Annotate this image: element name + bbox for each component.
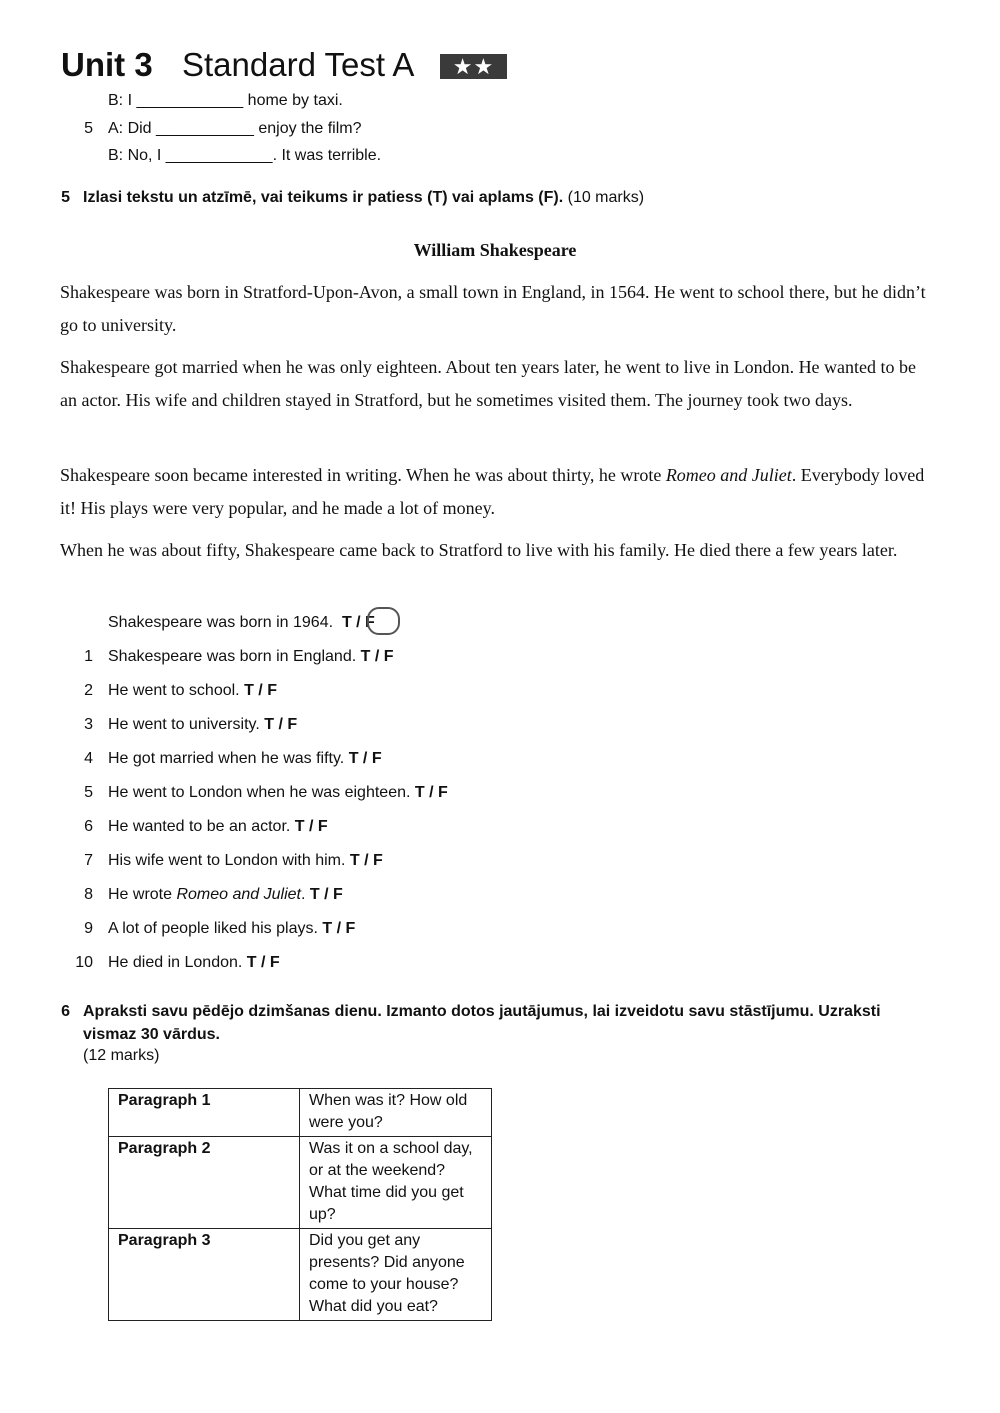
- table-row: [109, 1229, 492, 1321]
- item-number: 1: [84, 648, 93, 665]
- test-title: Standard Test A: [182, 46, 415, 83]
- statement-text: He wanted to be an actor.: [108, 818, 291, 835]
- answer-blank[interactable]: ____________: [165, 147, 273, 164]
- true-false-choice[interactable]: T / F: [294, 818, 328, 835]
- paragraph-label: Paragraph 2: [109, 1137, 300, 1229]
- true-false-choice[interactable]: T / F: [360, 648, 394, 665]
- statement-text: He wrote: [108, 886, 177, 903]
- paragraph-label: Paragraph 3: [109, 1229, 300, 1321]
- true-false-choice[interactable]: T / F: [246, 954, 280, 971]
- carryover-line-2: [108, 120, 362, 138]
- true-false-choice[interactable]: T / F: [349, 852, 383, 869]
- carryover-text: B: No, I: [108, 147, 166, 164]
- instruction-text: Izlasi tekstu un atzīmē, vai teikums ir patiess (T) vai aplams (F).: [83, 189, 564, 206]
- statement-text: Shakespeare was born in England.: [108, 648, 357, 665]
- statement-text: He went to school.: [108, 682, 240, 699]
- answer-blank[interactable]: ___________: [156, 120, 254, 137]
- reading-title: William Shakespeare: [413, 240, 577, 260]
- item-number: 5: [84, 784, 93, 801]
- table-row: [109, 1137, 492, 1229]
- reading-paragraph-2: Shakespeare got married when he was only eighteen. About ten years later, he went to live in London. He wanted to be an actor. His wife and children stayed in Stratford, but he sometimes visited them. The journey took two days.: [60, 357, 917, 410]
- reading-paragraph-3: [60, 459, 935, 524]
- unit-title: Unit 3: [61, 46, 153, 83]
- table-row: [109, 1089, 492, 1137]
- section5-instruction: [83, 189, 644, 207]
- statement-text: He went to university.: [108, 716, 260, 733]
- item-number: 3: [84, 716, 93, 733]
- statement-text: Shakespeare was born in 1964.: [108, 614, 334, 631]
- item-number: 8: [84, 886, 93, 903]
- answer-blank[interactable]: ____________: [136, 92, 244, 109]
- paragraph-prompt: When was it? How old were you?: [299, 1089, 491, 1137]
- marks-label: (12 marks): [83, 1047, 160, 1064]
- carryover-line-1: [108, 92, 343, 110]
- section-number: 6: [61, 1003, 70, 1020]
- paragraph-text: Shakespeare soon became interested in writing. When he was about thirty, he wrote: [60, 465, 666, 485]
- item-number: 10: [75, 954, 93, 971]
- carryover-text: A: Did: [108, 120, 157, 137]
- carryover-text: home by taxi.: [243, 92, 343, 109]
- true-false-choice[interactable]: T / F: [309, 886, 343, 903]
- item-number: 6: [84, 818, 93, 835]
- reading-paragraph-4: When he was about fifty, Shakespeare came back to Stratford to live with his family. He died there a few years later.: [60, 540, 898, 560]
- paragraph-label: Paragraph 1: [109, 1089, 300, 1137]
- play-title: Romeo and Juliet: [176, 886, 301, 903]
- carryover-text: . It was terrible.: [272, 147, 382, 164]
- marks-label: (10 marks): [567, 189, 645, 206]
- true-false-choice[interactable]: T / F: [244, 682, 277, 699]
- statement-text: He got married when he was fifty.: [108, 750, 345, 767]
- paragraph-text: . Everybody loved it! His plays were very popular, and he made a lot of money.: [60, 465, 925, 518]
- item-number: 7: [84, 852, 93, 869]
- item-number: 2: [84, 682, 93, 699]
- paragraph-prompt: Did you get any presents? Did anyone come to your house? What did you eat?: [299, 1229, 491, 1321]
- statement-text: He died in London.: [108, 954, 243, 971]
- answer-circle-mark: [367, 607, 400, 635]
- carryover-line-3: [108, 147, 381, 165]
- section-number: 5: [61, 189, 70, 206]
- statement-text: .: [300, 886, 306, 903]
- item-number: 5: [84, 120, 93, 137]
- carryover-text: enjoy the film?: [253, 120, 362, 137]
- statement-text: A lot of people liked his plays.: [108, 920, 318, 937]
- true-false-choice[interactable]: T / F: [348, 750, 382, 767]
- difficulty-stars-icon: ★★: [440, 54, 507, 79]
- true-false-choice[interactable]: T / F: [414, 784, 448, 801]
- true-false-choice[interactable]: T / F: [264, 716, 298, 733]
- section6-instruction-line2: vismaz 30 vārdus.: [83, 1026, 220, 1043]
- carryover-text: B: I: [108, 92, 137, 109]
- play-title: Romeo and Juliet: [665, 465, 792, 485]
- statement-text: His wife went to London with him.: [108, 852, 346, 869]
- true-false-choice[interactable]: T / F: [341, 614, 375, 631]
- item-number: 9: [84, 920, 93, 937]
- reading-paragraph-1: Shakespeare was born in Stratford-Upon-Avon, a small town in England, in 1564. He went to school there, but he didn’t go to university.: [60, 282, 926, 335]
- paragraph-prompt: Was it on a school day, or at the weekend? What time did you get up?: [299, 1137, 491, 1229]
- item-number: 4: [84, 750, 93, 767]
- statement-text: He went to London when he was eighteen.: [108, 784, 411, 801]
- section6-instruction-line1: Apraksti savu pēdējo dzimšanas dienu. Izmanto dotos jautājumus, lai izveidotu savu stāstījumu. Uzraksti: [83, 1003, 881, 1020]
- true-false-choice[interactable]: T / F: [322, 920, 356, 937]
- paragraph-plan-table: [108, 1088, 492, 1321]
